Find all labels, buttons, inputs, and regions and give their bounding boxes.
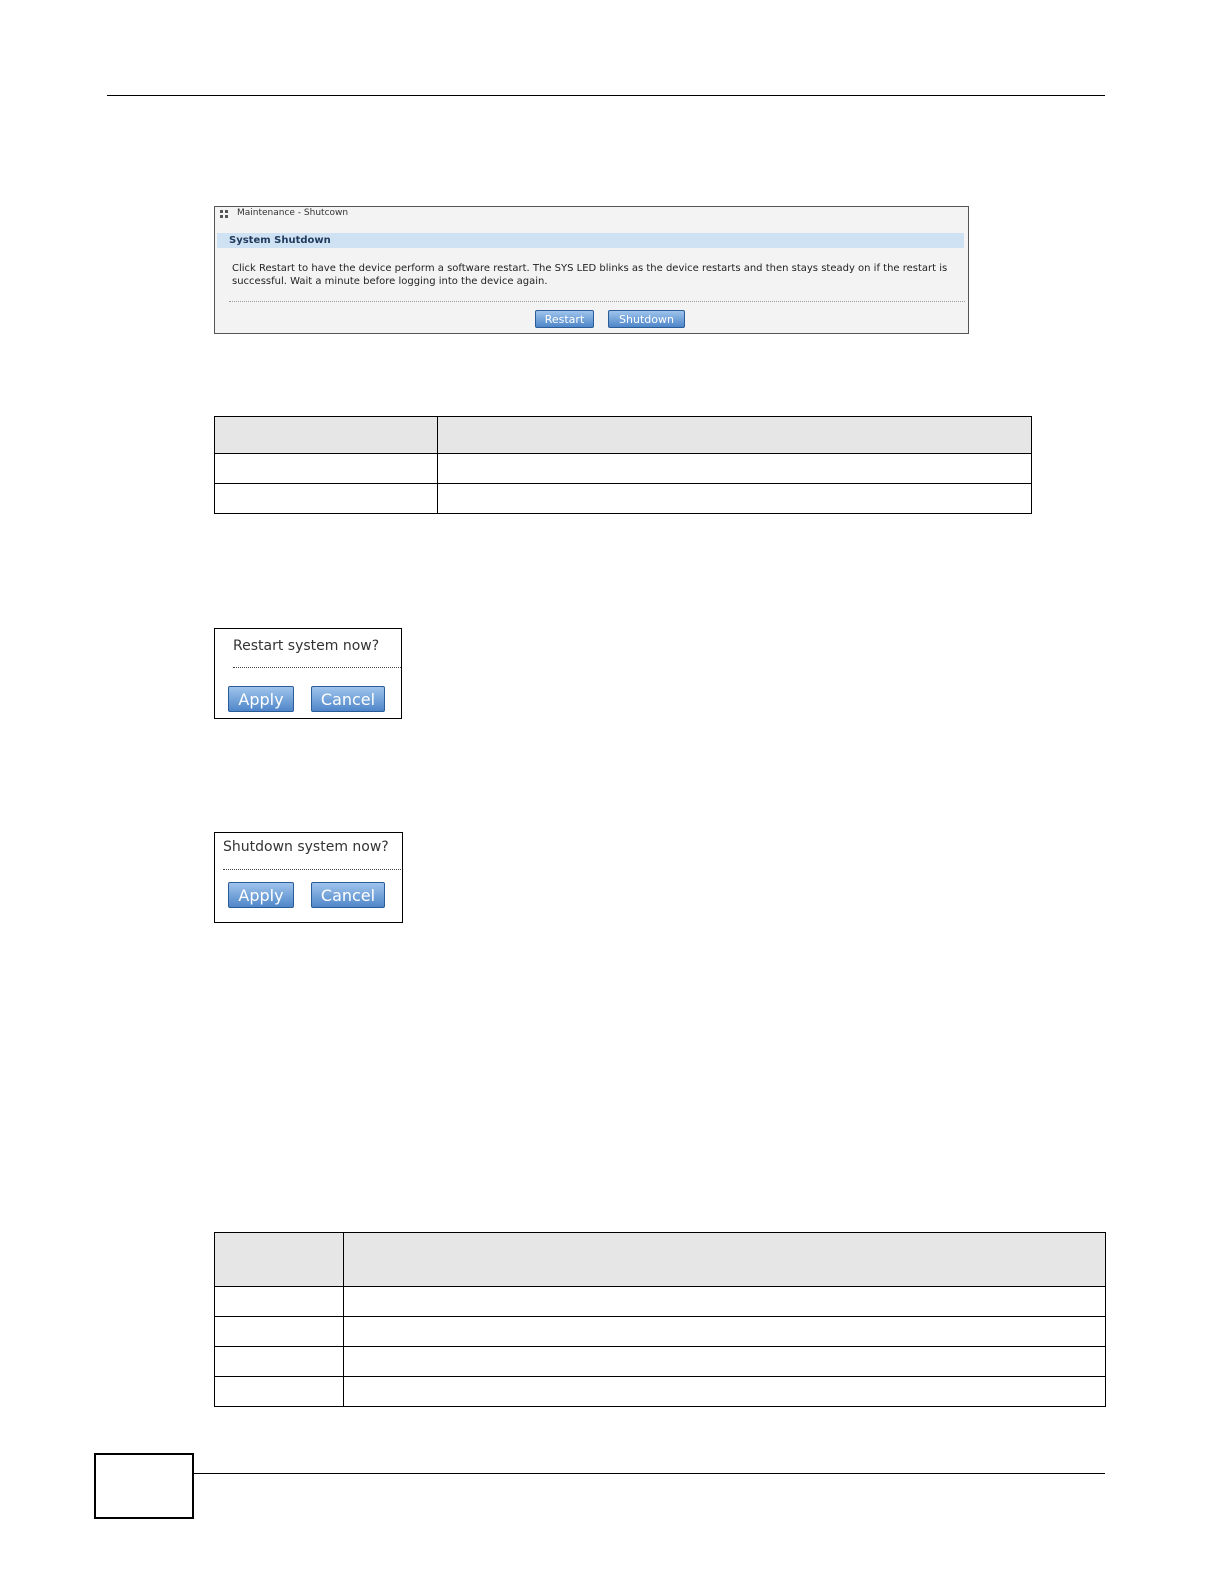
apply-button[interactable]: Apply [228, 882, 294, 908]
section-header: System Shutdown [217, 233, 964, 248]
cancel-button[interactable]: Cancel [311, 686, 385, 712]
dialog-message: Shutdown system now? [223, 839, 389, 855]
table-row [215, 484, 1032, 514]
grid-icon [220, 210, 228, 218]
restart-button[interactable]: Restart [535, 310, 594, 328]
shutdown-button[interactable]: Shutdown [608, 310, 685, 328]
apply-button[interactable]: Apply [228, 686, 294, 712]
dialog-message: Restart system now? [233, 638, 380, 654]
table-row [215, 454, 1032, 484]
table-header-row [215, 1233, 1106, 1287]
page-number-box [94, 1453, 194, 1519]
restart-confirm-dialog [214, 628, 402, 719]
second-description-table [214, 1232, 1106, 1407]
footer-rule [193, 1473, 1105, 1474]
panel-description: Click Restart to have the device perform a software restart. The SYS LED blinks as the device restarts and then stays steady on if the restart is successful. Wait a minute before logging into the device again. [232, 263, 948, 287]
field-description-table [214, 416, 1032, 514]
table-row [215, 1347, 1106, 1377]
cancel-button[interactable]: Cancel [311, 882, 385, 908]
shutdown-confirm-dialog [214, 832, 403, 923]
table-row [215, 1377, 1106, 1407]
maintenance-shutdown-screenshot [214, 206, 969, 334]
dialog-divider [233, 667, 401, 668]
header-rule [107, 95, 1105, 96]
panel-divider [229, 301, 965, 302]
panel-title: Maintenance - Shutcown [237, 208, 349, 218]
dialog-divider [223, 869, 401, 870]
table-header-row [215, 417, 1032, 454]
table-row [215, 1287, 1106, 1317]
table-row [215, 1317, 1106, 1347]
